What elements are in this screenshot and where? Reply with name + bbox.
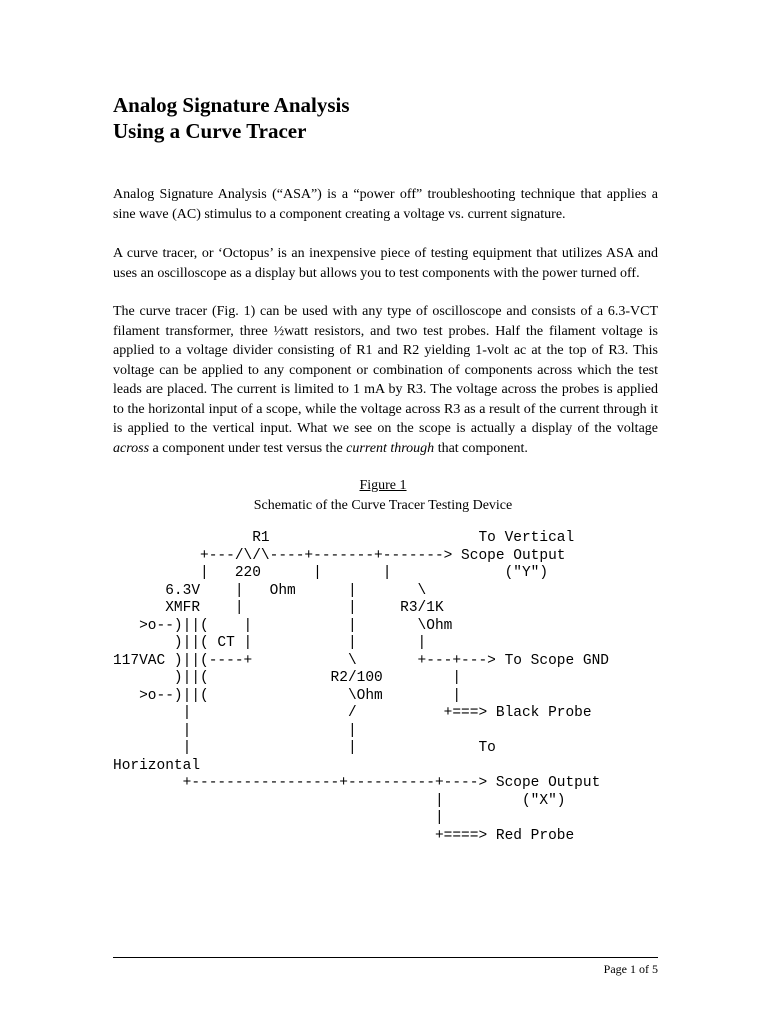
emphasis-across: across	[113, 440, 150, 456]
title-line-2: Using a Curve Tracer	[113, 119, 307, 143]
paragraph-circuit-description	[113, 302, 658, 458]
emphasis-current-through: current through	[346, 440, 435, 456]
document-title	[113, 92, 673, 144]
paragraph-curve-tracer: A curve tracer, or ‘Octopus’ is an inexpensive piece of testing equipment that utilizes ASA and uses an oscilloscope as a display but allows you to test components with the power turned off.	[113, 246, 658, 281]
figure-caption: Schematic of the Curve Tracer Testing Device	[253, 498, 513, 513]
paragraph-text: that component.	[434, 440, 528, 456]
footer-divider	[113, 957, 658, 958]
ascii-schematic: R1 To Vertical +---/\/\----+-------+-------> Scope Output | 220 | | ("Y") 6.3V | Ohm | \ XMFR | | R3/1K >o--)||( | | \Ohm )||( CT | | | 117VAC )||(----+ \ +---+---> To Scope GND )||( R2/100 | >o--)||( \Ohm | | / +===> Black Probe | | | | To Horizontal +-----------------+----------+----> Scope Output | ("X") | +====> Red Probe	[113, 530, 609, 844]
page-number: Page 1 of 5	[603, 962, 658, 976]
paragraph-asa-definition: Analog Signature Analysis (“ASA”) is a “power off” troubleshooting technique that applies a sine wave (AC) stimulus to a component creating a voltage vs. current signature.	[113, 187, 658, 222]
title-line-1: Analog Signature Analysis	[113, 93, 350, 117]
figure-number: Figure 1	[359, 478, 407, 493]
paragraph-text: The curve tracer (Fig. 1) can be used with any type of oscilloscope and consists of a 6.3-VCT filament transformer, three ½watt resistors, and two test probes. Half the filament voltage is applied to a voltage divider consisting of R1 and R2 yielding 1-volt ac at the top of R3. This voltage can be applied to any component or combination of components across which the test leads are placed. The current is limited to 1 mA by R3. The voltage across the probes is applied to the horizontal input of a scope, while the voltage across R3 as a result of the current through it is applied to the vertical input. What we see on the scope is actually a display of the voltage	[113, 304, 658, 436]
paragraph-text: a component under test versus the	[149, 440, 347, 456]
